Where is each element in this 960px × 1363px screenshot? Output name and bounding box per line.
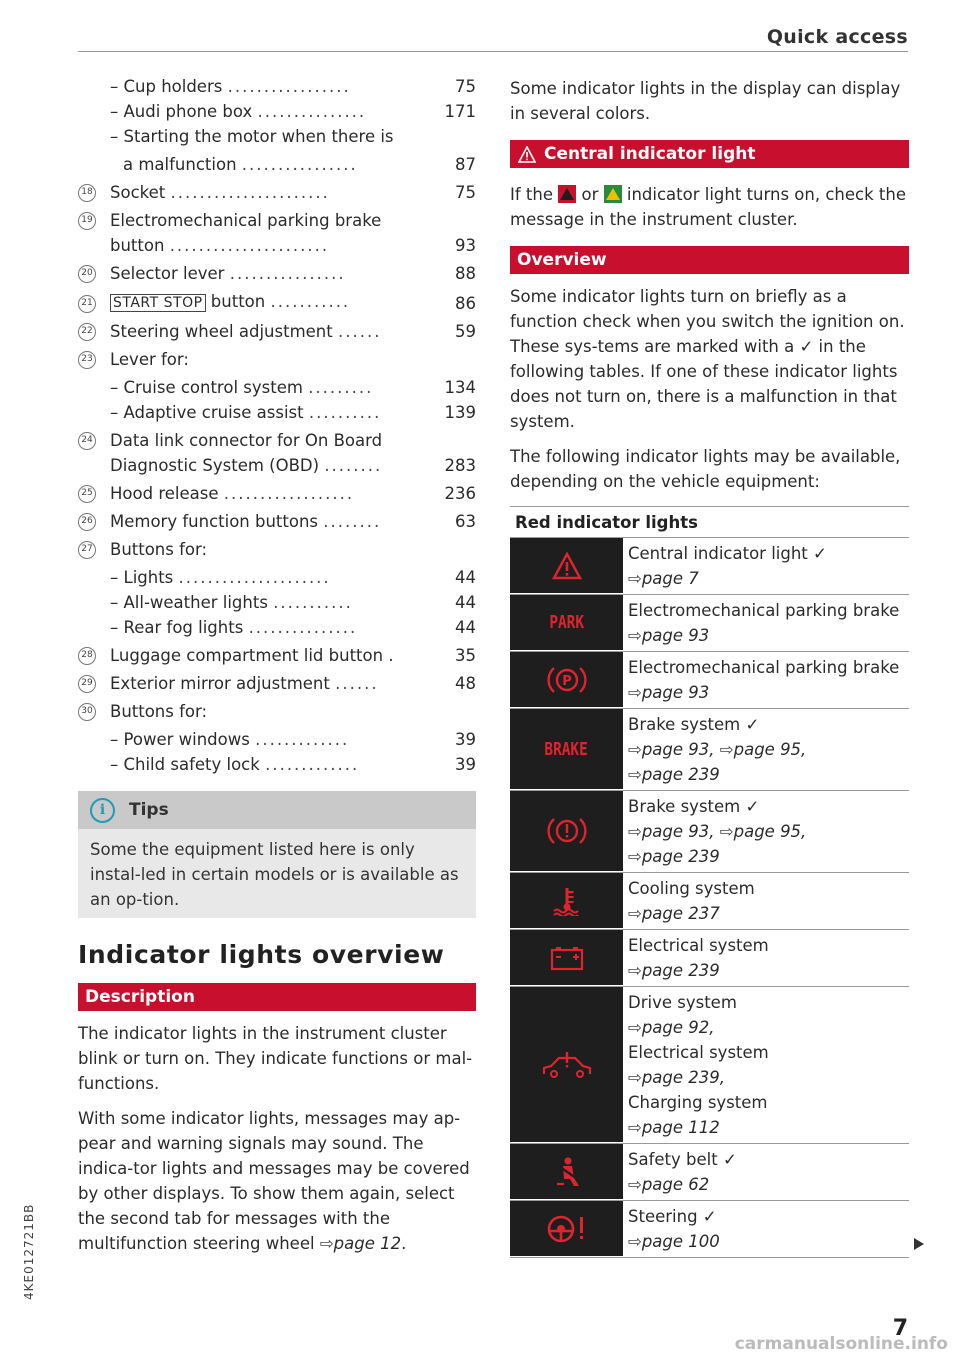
toc-text: – All-weather lights <box>110 593 268 612</box>
document-code: 4KE012721BB <box>22 1203 36 1300</box>
seatbelt-icon <box>510 1144 623 1200</box>
toc-page: 75 <box>455 77 476 96</box>
page-link[interactable]: page 62 <box>641 1175 710 1194</box>
toc-text: – Cruise control system <box>110 378 303 397</box>
description-paragraph-1: The indicator lights in the instrument cluster blink or turn on. They indicate functions or mal-functions. <box>78 1024 473 1093</box>
toc-page: 44 <box>455 593 476 612</box>
callout-number: 27 <box>78 541 96 559</box>
toc-text: Buttons for: <box>110 702 208 721</box>
callout-number: 23 <box>78 351 96 369</box>
svg-text:P: P <box>561 673 572 689</box>
running-header: Quick access <box>766 26 908 48</box>
page-link[interactable]: page 239 <box>641 961 720 980</box>
toc-text: a malfunction <box>123 155 237 174</box>
page-number: 7 <box>892 1316 908 1341</box>
toc-row <box>78 643 476 668</box>
page-link[interactable]: page 93 <box>641 626 710 645</box>
toc-text: – Lights <box>110 568 174 587</box>
toc-text: – Cup holders <box>110 77 223 96</box>
toc-page: 134 <box>444 378 476 397</box>
header-divider <box>78 51 908 52</box>
toc-page: 59 <box>455 322 476 341</box>
toc-text: Selector lever <box>110 264 225 283</box>
toc-row: 21 START STOP button ........... 86 <box>78 289 476 316</box>
indicator-table <box>510 538 909 1258</box>
toc-row <box>78 347 476 372</box>
toc-row: 20 Selector lever ................ 88 <box>78 261 476 286</box>
page-link[interactable]: page 100 <box>641 1232 720 1251</box>
toc-row <box>78 208 476 233</box>
section-heading: Indicator lights overview <box>78 940 445 969</box>
toc-text: button <box>110 236 165 255</box>
page-link[interactable]: page 7 <box>641 569 699 588</box>
toc-page: 87 <box>455 155 476 174</box>
table-cell: Central indicator light ✓ ⇨page 7 <box>628 544 827 588</box>
toc-row <box>78 428 476 453</box>
central-paragraph: If the or indicator light turns on, check the message in the instrument cluster. <box>510 185 906 229</box>
toc-row <box>78 537 476 562</box>
toc-list <box>78 74 476 777</box>
callout-number: 21 <box>78 295 96 313</box>
table-cell: Brake system ✓ ⇨page 93, ⇨page 95, ⇨page 239 <box>628 715 807 784</box>
overview-bar: Overview <box>510 246 909 274</box>
toc-page: 86 <box>455 294 476 313</box>
overview-paragraph-2: The following indicator lights may be available, depending on the vehicle equipment: <box>510 447 901 491</box>
callout-number: 28 <box>78 647 96 665</box>
page-link[interactable]: page 237 <box>641 904 720 923</box>
callout-number: 26 <box>78 513 96 531</box>
tips-box <box>78 791 476 918</box>
toc-text: Diagnostic System (OBD) <box>110 456 320 475</box>
brake-text-icon: BRAKE <box>510 709 623 790</box>
toc-text: Exterior mirror adjustment <box>110 674 330 693</box>
callout-number: 18 <box>78 184 96 202</box>
toc-page: 44 <box>455 568 476 587</box>
toc-text: – Child safety lock <box>110 755 260 774</box>
page-link[interactable]: page 12 <box>333 1234 402 1253</box>
parking-brake-circle-icon <box>510 652 623 708</box>
toc-page: 75 <box>455 183 476 202</box>
page-link[interactable]: page 93 <box>641 683 710 702</box>
toc-text: – Audi phone box <box>110 102 253 121</box>
table-cell: Drive system ⇨page 92, Electrical system ⇨page 239, Charging system ⇨page 112 <box>628 993 769 1137</box>
toc-row <box>78 124 476 149</box>
page-link[interactable]: page 93, <box>641 740 715 759</box>
toc-row: – Cup holders ................. 75 <box>78 74 476 99</box>
page-link[interactable]: page 112 <box>641 1118 720 1137</box>
toc-row: – Adaptive cruise assist .......... 139 <box>78 400 476 425</box>
car-warning-icon <box>510 987 623 1143</box>
toc-row: 29 Exterior mirror adjustment ...... 48 <box>78 671 476 696</box>
table-cell: Cooling system ⇨page 237 <box>628 879 755 923</box>
toc-row: – Child safety lock ............. 39 <box>78 752 476 777</box>
red-warning-icon <box>558 185 576 203</box>
toc-page: 63 <box>455 512 476 531</box>
table-cell: Safety belt ✓ ⇨page 62 <box>628 1150 737 1194</box>
callout-number: 30 <box>78 703 96 721</box>
table-cell: Brake system ✓ ⇨page 93, ⇨page 95, ⇨page 239 <box>628 797 807 866</box>
toc-page: 39 <box>455 755 476 774</box>
table-cell: Electrical system ⇨page 239 <box>628 936 769 980</box>
central-indicator-bar: Central indicator light <box>510 140 909 168</box>
toc-row: – Rear fog lights ............... 44 <box>78 615 476 640</box>
left-column <box>78 74 476 1256</box>
table-cell: Electromechanical parking brake ⇨page 93 <box>628 601 900 645</box>
info-icon: i <box>90 798 115 823</box>
page-link[interactable]: page 239, <box>641 1068 726 1087</box>
brake-circle-icon <box>510 791 623 872</box>
toc-row: – Power windows ............. 39 <box>78 727 476 752</box>
overview-paragraph-1: Some indicator lights turn on briefly as a function check when you switch the ignition on. These sys-tems are marked with a ✓ in the following tables. If one of these indicator lights does not turn on, there is a malfunction in that system. <box>510 287 905 431</box>
table-row <box>510 1201 909 1258</box>
table-cell: Steering ✓ ⇨page 100 <box>628 1207 720 1251</box>
table-row <box>510 595 909 652</box>
toc-row: a malfunction ................ 87 <box>78 152 476 177</box>
toc-row: Diagnostic System (OBD) ........ 283 <box>78 453 476 478</box>
toc-text: Socket <box>110 183 166 202</box>
reference-arrow-icon: ⇨ <box>319 1234 334 1253</box>
coolant-icon <box>510 873 623 929</box>
description-paragraph-2: With some indicator lights, messages may ap-pear and warning signals may sound. The indica-tor lights and messages may be covered by other displays. To show them again, select the second tab for messages with the multifunction steering wheel ⇨page 12. <box>78 1109 470 1253</box>
toc-row: 22 Steering wheel adjustment ...... 59 <box>78 319 476 344</box>
toc-row: 26 Memory function buttons ........ 63 <box>78 509 476 534</box>
page-link[interactable]: page 239 <box>641 847 720 866</box>
toc-row: 25 Hood release .................. 236 <box>78 481 476 506</box>
toc-text: button <box>210 292 266 311</box>
toc-page: 139 <box>444 403 476 422</box>
table-title: Red indicator lights <box>510 506 909 538</box>
toc-page: 171 <box>444 102 476 121</box>
toc-row: – Cruise control system ......... 134 <box>78 375 476 400</box>
warning-triangle-icon <box>518 146 536 163</box>
toc-row: button ...................... 93 <box>78 233 476 258</box>
toc-text: Steering wheel adjustment <box>110 322 333 341</box>
callout-number: 29 <box>78 675 96 693</box>
toc-text: Memory function buttons <box>110 512 319 531</box>
toc-row: – All-weather lights ........... 44 <box>78 590 476 615</box>
continue-arrow-icon <box>914 1238 924 1250</box>
page-link[interactable]: page 95, <box>733 740 807 759</box>
tips-body: Some the equipment listed here is only instal-led in certain models or is available as an op-tion. <box>90 840 459 909</box>
toc-page: 39 <box>455 730 476 749</box>
watermark: carmanualsonline.info <box>734 1334 948 1354</box>
toc-text: – Starting the motor when there is <box>110 127 394 146</box>
yellow-warning-icon <box>604 185 622 203</box>
start-stop-key: START STOP <box>110 294 206 312</box>
toc-text: – Power windows <box>110 730 250 749</box>
toc-page: 283 <box>444 456 476 475</box>
right-column <box>510 76 909 1258</box>
page-link[interactable]: page 92, <box>641 1018 715 1037</box>
toc-row <box>78 699 476 724</box>
toc-page: 93 <box>455 236 476 255</box>
toc-text: Hood release <box>110 484 219 503</box>
tips-header <box>78 791 476 829</box>
callout-number: 22 <box>78 323 96 341</box>
toc-text: – Adaptive cruise assist <box>110 403 304 422</box>
table-row <box>510 873 909 930</box>
toc-row: – Audi phone box ............... 171 <box>78 99 476 124</box>
table-row <box>510 1144 909 1201</box>
warning-triangle-icon <box>510 538 623 594</box>
table-row <box>510 652 909 709</box>
table-row <box>510 791 909 873</box>
callout-number: 19 <box>78 212 96 230</box>
toc-page: 35 <box>455 646 476 665</box>
toc-text: – Rear fog lights <box>110 618 244 637</box>
table-row <box>510 538 909 595</box>
toc-page: 236 <box>444 484 476 503</box>
battery-icon <box>510 930 623 986</box>
table-row <box>510 987 909 1144</box>
toc-text: Lever for: <box>110 350 189 369</box>
tips-title: Tips <box>129 800 169 820</box>
page-link[interactable]: page 239 <box>641 765 720 784</box>
toc-text: Electromechanical parking brake <box>110 211 382 230</box>
toc-text: Buttons for: <box>110 540 208 559</box>
toc-text: Data link connector for On Board <box>110 431 383 450</box>
description-bar: Description <box>78 983 476 1011</box>
table-row <box>510 709 909 791</box>
callout-number: 24 <box>78 432 96 450</box>
toc-page: 88 <box>455 264 476 283</box>
table-cell: Electromechanical parking brake ⇨page 93 <box>628 658 900 702</box>
steering-warning-icon <box>510 1201 623 1257</box>
toc-row: 18 Socket ...................... 75 <box>78 180 476 205</box>
park-icon: PARK <box>510 595 623 651</box>
intro-paragraph: Some indicator lights in the display can display in several colors. <box>510 79 901 123</box>
callout-number: 25 <box>78 485 96 503</box>
toc-text: Luggage compartment lid button . <box>110 646 394 665</box>
table-row <box>510 930 909 987</box>
toc-page: 44 <box>455 618 476 637</box>
toc-page: 48 <box>455 674 476 693</box>
toc-row: – Lights ..................... 44 <box>78 565 476 590</box>
page-link[interactable]: page 95, <box>733 822 807 841</box>
page-link[interactable]: page 93, <box>641 822 715 841</box>
callout-number: 20 <box>78 265 96 283</box>
